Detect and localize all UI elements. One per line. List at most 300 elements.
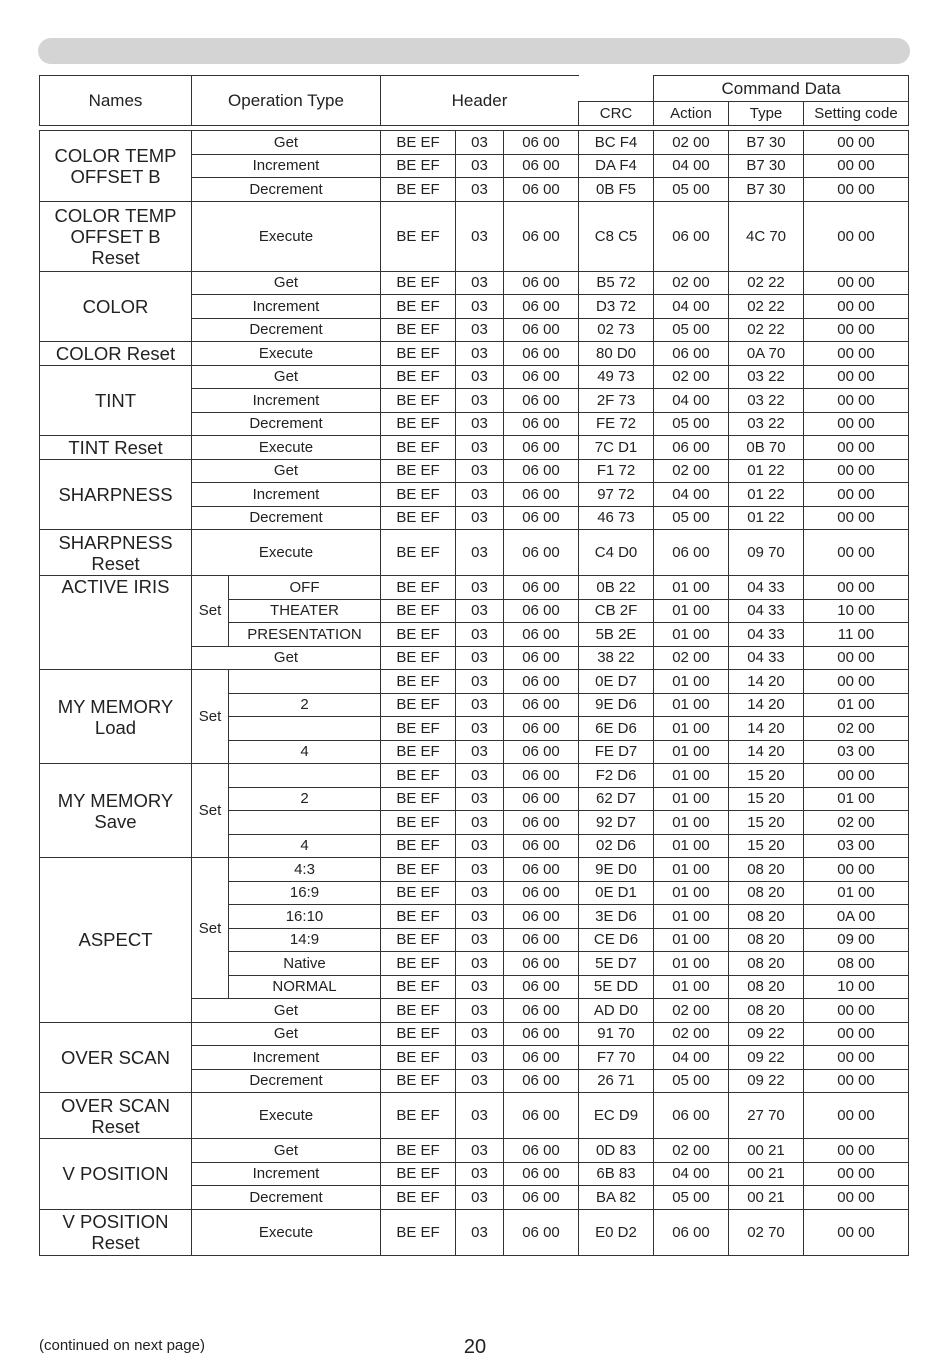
header-bytes-1: BE EF bbox=[381, 834, 456, 858]
header-bytes-1: BE EF bbox=[381, 881, 456, 905]
header-bytes-3: 06 00 bbox=[504, 295, 579, 319]
crc-value: 3E D6 bbox=[579, 905, 654, 929]
operation-type: Execute bbox=[192, 342, 381, 366]
operation-value: THEATER bbox=[229, 599, 381, 623]
setting-code-value: 00 00 bbox=[804, 412, 909, 436]
action-value: 01 00 bbox=[654, 693, 729, 717]
action-value: 01 00 bbox=[654, 858, 729, 882]
header-bytes-2: 03 bbox=[456, 178, 504, 202]
setting-code-value: 00 00 bbox=[804, 764, 909, 788]
header-bytes-2: 03 bbox=[456, 506, 504, 530]
action-value: 01 00 bbox=[654, 975, 729, 999]
operation-type: Increment bbox=[192, 154, 381, 178]
setting-code-value: 00 00 bbox=[804, 530, 909, 576]
crc-value: 02 73 bbox=[579, 318, 654, 342]
type-value: 02 22 bbox=[729, 295, 804, 319]
crc-value: 7C D1 bbox=[579, 436, 654, 460]
header-bytes-2: 03 bbox=[456, 811, 504, 835]
header-bytes-1: BE EF bbox=[381, 154, 456, 178]
operation-value bbox=[229, 764, 381, 788]
type-value: 08 20 bbox=[729, 999, 804, 1023]
setting-code-value: 03 00 bbox=[804, 834, 909, 858]
header-bytes-3: 06 00 bbox=[504, 858, 579, 882]
type-value: 09 22 bbox=[729, 1046, 804, 1070]
crc-value: BC F4 bbox=[579, 131, 654, 155]
header-bytes-1: BE EF bbox=[381, 1209, 456, 1255]
col-names-header: Names bbox=[40, 76, 192, 126]
header-bytes-2: 03 bbox=[456, 975, 504, 999]
table-row bbox=[40, 342, 909, 366]
header-bytes-1: BE EF bbox=[381, 271, 456, 295]
header-bytes-1: BE EF bbox=[381, 576, 456, 600]
header-bytes-3: 06 00 bbox=[504, 1093, 579, 1139]
row-name: MY MEMORY Save bbox=[40, 764, 192, 858]
action-value: 04 00 bbox=[654, 389, 729, 413]
setting-code-value: 00 00 bbox=[804, 201, 909, 271]
setting-code-value: 00 00 bbox=[804, 646, 909, 670]
header-bytes-3: 06 00 bbox=[504, 646, 579, 670]
set-label: Set bbox=[192, 764, 229, 858]
setting-code-value: 09 00 bbox=[804, 928, 909, 952]
header-bytes-3: 06 00 bbox=[504, 670, 579, 694]
type-value: 04 33 bbox=[729, 576, 804, 600]
table-row bbox=[40, 1139, 909, 1163]
crc-value: 9E D0 bbox=[579, 858, 654, 882]
crc-value: 2F 73 bbox=[579, 389, 654, 413]
crc-value: 6B 83 bbox=[579, 1162, 654, 1186]
type-value: 00 21 bbox=[729, 1162, 804, 1186]
crc-value: B5 72 bbox=[579, 271, 654, 295]
operation-value: 4 bbox=[229, 834, 381, 858]
header-bytes-3: 06 00 bbox=[504, 905, 579, 929]
crc-value: 02 D6 bbox=[579, 834, 654, 858]
row-name: COLOR TEMP OFFSET B Reset bbox=[40, 201, 192, 271]
operation-type: Increment bbox=[192, 1162, 381, 1186]
header-bytes-3: 06 00 bbox=[504, 999, 579, 1023]
header-bytes-3: 06 00 bbox=[504, 342, 579, 366]
header-bytes-1: BE EF bbox=[381, 318, 456, 342]
header-bytes-3: 06 00 bbox=[504, 178, 579, 202]
action-value: 02 00 bbox=[654, 271, 729, 295]
header-bytes-1: BE EF bbox=[381, 764, 456, 788]
setting-code-value: 00 00 bbox=[804, 1022, 909, 1046]
type-value: 04 33 bbox=[729, 623, 804, 647]
action-value: 01 00 bbox=[654, 952, 729, 976]
operation-value: 4:3 bbox=[229, 858, 381, 882]
operation-type: Increment bbox=[192, 1046, 381, 1070]
row-name: TINT Reset bbox=[40, 436, 192, 460]
crc-value: 0B 22 bbox=[579, 576, 654, 600]
type-value: 08 20 bbox=[729, 975, 804, 999]
type-value: 09 22 bbox=[729, 1022, 804, 1046]
operation-value: 4 bbox=[229, 740, 381, 764]
action-value: 01 00 bbox=[654, 881, 729, 905]
setting-code-value: 00 00 bbox=[804, 483, 909, 507]
action-value: 01 00 bbox=[654, 670, 729, 694]
operation-value: PRESENTATION bbox=[229, 623, 381, 647]
type-value: 14 20 bbox=[729, 670, 804, 694]
crc-value: 5E DD bbox=[579, 975, 654, 999]
header-bytes-2: 03 bbox=[456, 1162, 504, 1186]
setting-code-value: 03 00 bbox=[804, 740, 909, 764]
setting-code-value: 0A 00 bbox=[804, 905, 909, 929]
table-row bbox=[40, 1209, 909, 1255]
row-name: SHARPNESS Reset bbox=[40, 530, 192, 576]
action-value: 05 00 bbox=[654, 1186, 729, 1210]
header-bytes-1: BE EF bbox=[381, 178, 456, 202]
header-bytes-3: 06 00 bbox=[504, 928, 579, 952]
setting-code-value: 10 00 bbox=[804, 975, 909, 999]
col-type-header: Type bbox=[729, 102, 804, 126]
col-action-header: Action bbox=[654, 102, 729, 126]
action-value: 04 00 bbox=[654, 1046, 729, 1070]
header-bytes-1: BE EF bbox=[381, 928, 456, 952]
header-bytes-3: 06 00 bbox=[504, 1209, 579, 1255]
header-bar bbox=[38, 38, 910, 64]
crc-value: 38 22 bbox=[579, 646, 654, 670]
crc-value: 0E D7 bbox=[579, 670, 654, 694]
setting-code-value: 00 00 bbox=[804, 1046, 909, 1070]
header-bytes-2: 03 bbox=[456, 271, 504, 295]
operation-type: Execute bbox=[192, 436, 381, 460]
header-bytes-1: BE EF bbox=[381, 975, 456, 999]
header-bytes-1: BE EF bbox=[381, 412, 456, 436]
header-bytes-3: 06 00 bbox=[504, 483, 579, 507]
crc-value: DA F4 bbox=[579, 154, 654, 178]
action-value: 01 00 bbox=[654, 576, 729, 600]
header-bytes-1: BE EF bbox=[381, 365, 456, 389]
header-bytes-1: BE EF bbox=[381, 646, 456, 670]
type-value: 02 70 bbox=[729, 1209, 804, 1255]
type-value: 03 22 bbox=[729, 365, 804, 389]
header-bytes-2: 03 bbox=[456, 131, 504, 155]
header-bytes-2: 03 bbox=[456, 483, 504, 507]
header-bytes-2: 03 bbox=[456, 412, 504, 436]
operation-type: Decrement bbox=[192, 318, 381, 342]
crc-value: 0D 83 bbox=[579, 1139, 654, 1163]
header-bytes-3: 06 00 bbox=[504, 154, 579, 178]
row-name: SHARPNESS bbox=[40, 459, 192, 530]
operation-value: 14:9 bbox=[229, 928, 381, 952]
action-value: 02 00 bbox=[654, 1022, 729, 1046]
setting-code-value: 00 00 bbox=[804, 342, 909, 366]
type-value: 0A 70 bbox=[729, 342, 804, 366]
action-value: 05 00 bbox=[654, 506, 729, 530]
header-bytes-2: 03 bbox=[456, 693, 504, 717]
setting-code-value: 00 00 bbox=[804, 436, 909, 460]
row-name: TINT bbox=[40, 365, 192, 436]
crc-value: D3 72 bbox=[579, 295, 654, 319]
operation-type: Execute bbox=[192, 201, 381, 271]
header-bytes-2: 03 bbox=[456, 1139, 504, 1163]
crc-value: 5B 2E bbox=[579, 623, 654, 647]
action-value: 05 00 bbox=[654, 318, 729, 342]
set-label: Set bbox=[192, 858, 229, 999]
setting-code-value: 01 00 bbox=[804, 787, 909, 811]
row-name: MY MEMORY Load bbox=[40, 670, 192, 764]
operation-type: Execute bbox=[192, 530, 381, 576]
crc-value: 26 71 bbox=[579, 1069, 654, 1093]
header-bytes-3: 06 00 bbox=[504, 436, 579, 460]
type-value: 04 33 bbox=[729, 646, 804, 670]
operation-value bbox=[229, 811, 381, 835]
header-bytes-1: BE EF bbox=[381, 599, 456, 623]
header-bytes-1: BE EF bbox=[381, 201, 456, 271]
type-value: 01 22 bbox=[729, 483, 804, 507]
header-bytes-2: 03 bbox=[456, 858, 504, 882]
crc-value: 9E D6 bbox=[579, 693, 654, 717]
operation-type: Increment bbox=[192, 295, 381, 319]
header-bytes-2: 03 bbox=[456, 764, 504, 788]
setting-code-value: 08 00 bbox=[804, 952, 909, 976]
page-number: 20 bbox=[463, 1336, 487, 1358]
header-bytes-2: 03 bbox=[456, 717, 504, 741]
operation-value: 2 bbox=[229, 787, 381, 811]
crc-value: 46 73 bbox=[579, 506, 654, 530]
operation-type: Increment bbox=[192, 389, 381, 413]
header-bytes-2: 03 bbox=[456, 599, 504, 623]
table-row bbox=[40, 670, 909, 694]
type-value: 08 20 bbox=[729, 858, 804, 882]
operation-value bbox=[229, 717, 381, 741]
header-bytes-3: 06 00 bbox=[504, 623, 579, 647]
header-bytes-3: 06 00 bbox=[504, 1046, 579, 1070]
setting-code-value: 00 00 bbox=[804, 295, 909, 319]
crc-value: 0B F5 bbox=[579, 178, 654, 202]
header-bytes-3: 06 00 bbox=[504, 1022, 579, 1046]
type-value: 00 21 bbox=[729, 1186, 804, 1210]
type-value: 15 20 bbox=[729, 811, 804, 835]
header-bytes-3: 06 00 bbox=[504, 201, 579, 271]
header-bytes-1: BE EF bbox=[381, 342, 456, 366]
setting-code-value: 00 00 bbox=[804, 670, 909, 694]
header-bytes-3: 06 00 bbox=[504, 693, 579, 717]
operation-type: Execute bbox=[192, 1209, 381, 1255]
crc-value: F2 D6 bbox=[579, 764, 654, 788]
setting-code-value: 00 00 bbox=[804, 365, 909, 389]
type-value: 09 70 bbox=[729, 530, 804, 576]
header-bytes-3: 06 00 bbox=[504, 271, 579, 295]
type-value: 09 22 bbox=[729, 1069, 804, 1093]
header-bytes-2: 03 bbox=[456, 999, 504, 1023]
continued-note: (continued on next page) bbox=[39, 1337, 205, 1354]
header-bytes-3: 06 00 bbox=[504, 389, 579, 413]
header-bytes-3: 06 00 bbox=[504, 365, 579, 389]
action-value: 01 00 bbox=[654, 787, 729, 811]
crc-value: 62 D7 bbox=[579, 787, 654, 811]
header-bytes-3: 06 00 bbox=[504, 599, 579, 623]
setting-code-value: 00 00 bbox=[804, 1093, 909, 1139]
operation-type: Decrement bbox=[192, 1186, 381, 1210]
crc-value: AD D0 bbox=[579, 999, 654, 1023]
header-bytes-1: BE EF bbox=[381, 389, 456, 413]
crc-value: E0 D2 bbox=[579, 1209, 654, 1255]
operation-type: Increment bbox=[192, 483, 381, 507]
crc-value: CE D6 bbox=[579, 928, 654, 952]
header-bytes-3: 06 00 bbox=[504, 717, 579, 741]
action-value: 06 00 bbox=[654, 530, 729, 576]
type-value: 03 22 bbox=[729, 389, 804, 413]
crc-value: F7 70 bbox=[579, 1046, 654, 1070]
col-operation-type-header: Operation Type bbox=[192, 76, 381, 126]
header-bytes-1: BE EF bbox=[381, 436, 456, 460]
operation-value bbox=[229, 670, 381, 694]
type-value: B7 30 bbox=[729, 154, 804, 178]
type-value: 14 20 bbox=[729, 717, 804, 741]
type-value: 4C 70 bbox=[729, 201, 804, 271]
table-row bbox=[40, 131, 909, 155]
setting-code-value: 00 00 bbox=[804, 506, 909, 530]
operation-type: Decrement bbox=[192, 1069, 381, 1093]
header-bytes-1: BE EF bbox=[381, 623, 456, 647]
header-bytes-2: 03 bbox=[456, 318, 504, 342]
action-value: 04 00 bbox=[654, 295, 729, 319]
header-bytes-1: BE EF bbox=[381, 717, 456, 741]
header-bytes-1: BE EF bbox=[381, 483, 456, 507]
header-bytes-3: 06 00 bbox=[504, 530, 579, 576]
header-bytes-3: 06 00 bbox=[504, 811, 579, 835]
header-bytes-3: 06 00 bbox=[504, 1069, 579, 1093]
type-value: 15 20 bbox=[729, 834, 804, 858]
row-name: ACTIVE IRIS bbox=[40, 576, 192, 670]
type-value: 08 20 bbox=[729, 952, 804, 976]
operation-value: NORMAL bbox=[229, 975, 381, 999]
type-value: 02 22 bbox=[729, 271, 804, 295]
row-name: OVER SCAN bbox=[40, 1022, 192, 1093]
action-value: 06 00 bbox=[654, 342, 729, 366]
operation-type: Get bbox=[192, 131, 381, 155]
header-bytes-2: 03 bbox=[456, 1069, 504, 1093]
col-crc-header: CRC bbox=[579, 102, 654, 126]
header-bytes-2: 03 bbox=[456, 952, 504, 976]
header-bytes-1: BE EF bbox=[381, 1139, 456, 1163]
table-row bbox=[40, 436, 909, 460]
table-row bbox=[40, 459, 909, 483]
operation-type: Get bbox=[192, 365, 381, 389]
crc-value: 92 D7 bbox=[579, 811, 654, 835]
operation-type: Get bbox=[192, 999, 381, 1023]
action-value: 01 00 bbox=[654, 811, 729, 835]
crc-value: C4 D0 bbox=[579, 530, 654, 576]
setting-code-value: 00 00 bbox=[804, 1186, 909, 1210]
header-bytes-2: 03 bbox=[456, 834, 504, 858]
header-bytes-3: 06 00 bbox=[504, 412, 579, 436]
setting-code-value: 00 00 bbox=[804, 459, 909, 483]
header-bytes-3: 06 00 bbox=[504, 1162, 579, 1186]
operation-type: Decrement bbox=[192, 412, 381, 436]
operation-value: OFF bbox=[229, 576, 381, 600]
header-bytes-2: 03 bbox=[456, 576, 504, 600]
operation-value: Native bbox=[229, 952, 381, 976]
type-value: 15 20 bbox=[729, 764, 804, 788]
header-bytes-2: 03 bbox=[456, 646, 504, 670]
header-bytes-1: BE EF bbox=[381, 811, 456, 835]
crc-value: 91 70 bbox=[579, 1022, 654, 1046]
col-setting-code-header: Setting code bbox=[804, 102, 909, 126]
table-row bbox=[40, 1022, 909, 1046]
header-bytes-1: BE EF bbox=[381, 530, 456, 576]
type-value: 01 22 bbox=[729, 506, 804, 530]
header-bytes-2: 03 bbox=[456, 1046, 504, 1070]
operation-type: Get bbox=[192, 459, 381, 483]
header-bytes-1: BE EF bbox=[381, 1069, 456, 1093]
setting-code-value: 10 00 bbox=[804, 599, 909, 623]
type-value: 14 20 bbox=[729, 693, 804, 717]
setting-code-value: 00 00 bbox=[804, 389, 909, 413]
crc-value: 6E D6 bbox=[579, 717, 654, 741]
action-value: 05 00 bbox=[654, 1069, 729, 1093]
action-value: 01 00 bbox=[654, 717, 729, 741]
header-bytes-3: 06 00 bbox=[504, 975, 579, 999]
header-bytes-3: 06 00 bbox=[504, 459, 579, 483]
setting-code-value: 00 00 bbox=[804, 576, 909, 600]
action-value: 01 00 bbox=[654, 905, 729, 929]
action-value: 04 00 bbox=[654, 483, 729, 507]
header-bytes-2: 03 bbox=[456, 389, 504, 413]
setting-code-value: 00 00 bbox=[804, 858, 909, 882]
header-bytes-3: 06 00 bbox=[504, 318, 579, 342]
col-header-header: Header bbox=[381, 76, 579, 126]
crc-value: F1 72 bbox=[579, 459, 654, 483]
set-label: Set bbox=[192, 576, 229, 647]
header-bytes-3: 06 00 bbox=[504, 740, 579, 764]
header-bytes-3: 06 00 bbox=[504, 131, 579, 155]
header-bytes-2: 03 bbox=[456, 201, 504, 271]
header-bytes-2: 03 bbox=[456, 295, 504, 319]
header-bytes-2: 03 bbox=[456, 1022, 504, 1046]
action-value: 02 00 bbox=[654, 999, 729, 1023]
header-bytes-2: 03 bbox=[456, 905, 504, 929]
action-value: 06 00 bbox=[654, 436, 729, 460]
operation-type: Decrement bbox=[192, 506, 381, 530]
crc-value: FE 72 bbox=[579, 412, 654, 436]
row-name: ASPECT bbox=[40, 858, 192, 1023]
table-row bbox=[40, 530, 909, 576]
row-name: V POSITION bbox=[40, 1139, 192, 1210]
action-value: 02 00 bbox=[654, 459, 729, 483]
command-table bbox=[39, 75, 909, 1256]
operation-value: 16:9 bbox=[229, 881, 381, 905]
table-row bbox=[40, 365, 909, 389]
header-bytes-2: 03 bbox=[456, 365, 504, 389]
operation-type: Get bbox=[192, 271, 381, 295]
type-value: 04 33 bbox=[729, 599, 804, 623]
row-name: OVER SCAN Reset bbox=[40, 1093, 192, 1139]
header-bytes-3: 06 00 bbox=[504, 881, 579, 905]
setting-code-value: 00 00 bbox=[804, 178, 909, 202]
setting-code-value: 00 00 bbox=[804, 1069, 909, 1093]
header-bytes-2: 03 bbox=[456, 623, 504, 647]
header-bytes-1: BE EF bbox=[381, 1162, 456, 1186]
table-row bbox=[40, 764, 909, 788]
setting-code-value: 00 00 bbox=[804, 318, 909, 342]
header-bytes-2: 03 bbox=[456, 670, 504, 694]
header-bytes-3: 06 00 bbox=[504, 952, 579, 976]
action-value: 01 00 bbox=[654, 928, 729, 952]
action-value: 02 00 bbox=[654, 365, 729, 389]
header-bytes-3: 06 00 bbox=[504, 787, 579, 811]
header-bytes-2: 03 bbox=[456, 881, 504, 905]
action-value: 02 00 bbox=[654, 646, 729, 670]
setting-code-value: 02 00 bbox=[804, 811, 909, 835]
operation-value: 2 bbox=[229, 693, 381, 717]
action-value: 04 00 bbox=[654, 1162, 729, 1186]
header-bytes-1: BE EF bbox=[381, 131, 456, 155]
header-bytes-2: 03 bbox=[456, 1209, 504, 1255]
action-value: 01 00 bbox=[654, 740, 729, 764]
type-value: B7 30 bbox=[729, 131, 804, 155]
header-bytes-3: 06 00 bbox=[504, 834, 579, 858]
